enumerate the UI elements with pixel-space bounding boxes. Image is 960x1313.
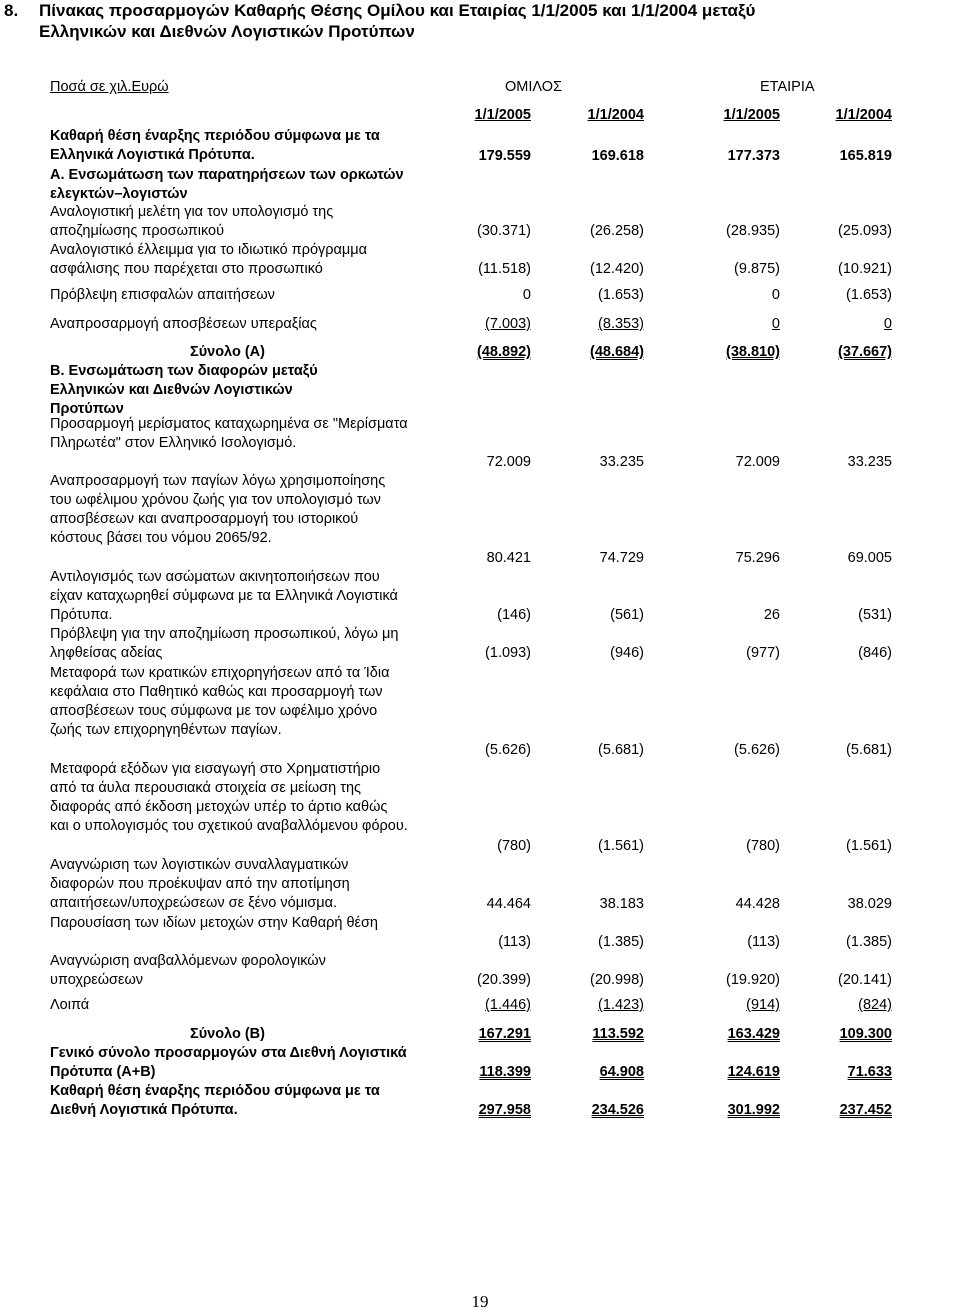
row-value: (9.875) — [734, 261, 780, 277]
row-value: 69.005 — [847, 550, 892, 566]
row-value: 64.908 — [599, 1064, 644, 1080]
row-value: (780) — [746, 838, 780, 854]
row-value: 74.729 — [599, 550, 644, 566]
row-value: (5.681) — [846, 742, 892, 758]
row-value: (7.003) — [485, 316, 531, 332]
title-line-1: Πίνακας προσαρμογών Καθαρής Θέσης Ομίλου και Εταιρίας 1/1/2005 και 1/1/2004 μεταξύ — [39, 1, 756, 20]
row-value: (1.653) — [846, 287, 892, 303]
title-line-2: Ελληνικών και Διεθνών Λογιστικών Προτύπων — [39, 22, 415, 41]
row-value: 75.296 — [735, 550, 780, 566]
row-value: 72.009 — [486, 454, 531, 470]
row-value: 118.399 — [479, 1064, 531, 1080]
row-value: (914) — [746, 997, 780, 1013]
row-value: 165.819 — [839, 148, 892, 164]
row-label: Μεταφορά εξόδων για εισαγωγή στο Χρηματιστήριο από τα άυλα περουσιακά στοιχεία σε μείωση της διαφοράς από έκδοση μετοχών υπέρ το άρτιο καθώς και ο υπολογισμός του σχετικού αναβαλλόμενου φόρου. — [50, 761, 408, 834]
row-value: (824) — [858, 997, 892, 1013]
row-value: (19.920) — [725, 972, 780, 988]
row-label: Αναπροσαρμογή αποσβέσεων υπεραξίας — [50, 316, 317, 332]
row-label: Β. Ενσωμάτωση των διαφορών μεταξύ Ελληνικών και Διεθνών Λογιστικών Προτύπων — [50, 363, 318, 417]
year-header: 1/1/2004 — [835, 107, 892, 123]
row-label: Λοιπά — [50, 997, 90, 1013]
row-value: (5.626) — [734, 742, 780, 758]
row-value: (48.684) — [589, 344, 644, 360]
row-value: 167.291 — [478, 1026, 531, 1042]
row-value: 177.373 — [727, 148, 780, 164]
row-label: Αντιλογισμός των ασώματων ακινητοποιήσεων που είχαν καταχωρηθεί σύμφωνα με τα Ελληνικά Λογιστικά Πρότυπα. — [50, 569, 398, 623]
row-value: 124.619 — [727, 1064, 780, 1080]
row-value: (146) — [497, 607, 531, 623]
row-label: Παρουσίαση των ιδίων μετοχών στην Καθαρή θέση — [50, 915, 378, 931]
row-value: 0 — [771, 287, 780, 303]
row-value: (531) — [858, 607, 892, 623]
row-value: (5.681) — [598, 742, 644, 758]
row-value: (20.998) — [589, 972, 644, 988]
row-value: (25.093) — [837, 223, 892, 239]
row-value: (1.423) — [598, 997, 644, 1013]
row-value: 33.235 — [847, 454, 892, 470]
row-value: (8.353) — [598, 316, 644, 332]
page-number: 19 — [471, 1292, 489, 1311]
row-value: 179.559 — [478, 148, 531, 164]
row-value: 297.958 — [478, 1102, 531, 1118]
row-value: (30.371) — [476, 223, 531, 239]
unit-label: Ποσά σε χιλ.Ευρώ — [50, 79, 169, 95]
row-value: 44.428 — [735, 896, 780, 912]
row-value: (20.141) — [837, 972, 892, 988]
row-label: Καθαρή θέση έναρξης περιόδου σύμφωνα με τα Διεθνή Λογιστικά Πρότυπα. — [50, 1083, 380, 1118]
row-value: 113.592 — [592, 1026, 644, 1042]
row-value: (1.093) — [485, 645, 531, 661]
row-value: (977) — [746, 645, 780, 661]
row-label: Σύνολο (Β) — [190, 1026, 265, 1042]
row-value: (561) — [610, 607, 644, 623]
year-header: 1/1/2005 — [474, 107, 531, 123]
row-label: Γενικό σύνολο προσαρμογών στα Διεθνή Λογιστικά Πρότυπα (Α+Β) — [50, 1045, 407, 1080]
company-header: ΕΤΑΙΡΙΑ — [760, 79, 815, 95]
row-value: (28.935) — [725, 223, 780, 239]
row-value: (5.626) — [485, 742, 531, 758]
row-label: Πρόβλεψη επισφαλών απαιτήσεων — [50, 287, 275, 303]
row-value: 0 — [522, 287, 531, 303]
row-value: (1.446) — [485, 997, 531, 1013]
row-value: 38.183 — [599, 896, 644, 912]
row-value: 0 — [883, 316, 892, 332]
row-value: 44.464 — [486, 896, 531, 912]
row-label: Αναγνώριση των λογιστικών συναλλαγματικών διαφορών που προέκυψαν από την αποτίμηση απαιτήσεων/υποχρεώσεων σε ξένο νόμισμα. — [50, 857, 350, 911]
row-label: Αναπροσαρμογή των παγίων λόγω χρησιμοποίησης του ωφέλιμου χρόνου ζωής για τον υπολογισμό των αποσβέσεων και αναπροσαρμογή του ιστορικού κόστους βάσει του νόμου 2065/92. — [50, 473, 386, 546]
year-header: 1/1/2004 — [587, 107, 644, 123]
row-value: 80.421 — [486, 550, 531, 566]
row-label: Προσαρμογή μερίσματος καταχωρημένα σε "Μερίσματα Πληρωτέα" στον Ελληνικό Ισολογισμό. — [50, 416, 408, 451]
row-value: (26.258) — [589, 223, 644, 239]
row-value: 0 — [771, 316, 780, 332]
row-value: 237.452 — [839, 1102, 892, 1118]
group-header: ΟΜΙΛΟΣ — [505, 79, 563, 95]
row-value: 71.633 — [847, 1064, 892, 1080]
row-value: (846) — [858, 645, 892, 661]
row-value: 72.009 — [735, 454, 780, 470]
row-label: Αναλογιστική μελέτη για τον υπολογισμό της αποζημίωσης προσωπικού — [50, 204, 334, 239]
row-value: (946) — [610, 645, 644, 661]
row-label: Α. Ενσωμάτωση των παρατηρήσεων των ορκωτών ελεγκτών–λογιστών — [50, 167, 404, 202]
row-value: (20.399) — [476, 972, 531, 988]
row-label: Αναλογιστικό έλλειμμα για το ιδιωτικό πρόγραμμα ασφάλισης που παρέχεται στο προσωπικό — [50, 242, 367, 277]
row-label: Σύνολο (Α) — [190, 344, 265, 360]
row-value: 109.300 — [839, 1026, 892, 1042]
row-value: 301.992 — [727, 1102, 780, 1118]
row-label: Καθαρή θέση έναρξης περιόδου σύμφωνα με τα Ελληνικά Λογιστικά Πρότυπα. — [50, 128, 380, 163]
row-value: 169.618 — [591, 148, 644, 164]
row-value: (12.420) — [589, 261, 644, 277]
row-value: (48.892) — [476, 344, 531, 360]
page-title — [4, 0, 956, 42]
row-value: 163.429 — [727, 1026, 780, 1042]
row-value: (1.385) — [598, 934, 644, 950]
row-label: Μεταφορά των κρατικών επιχορηγήσεων από τα Ίδια κεφάλαια στο Παθητικό καθώς και προσαρμογή των αποσβέσεων τους σύμφωνα με τον ωφέλιμο χρόνο ζωής των επιχορηγηθέντων παγίων. — [50, 665, 390, 738]
row-value: (37.667) — [837, 344, 892, 360]
year-header: 1/1/2005 — [723, 107, 780, 123]
row-value: (780) — [497, 838, 531, 854]
row-label: Αναγνώριση αναβαλλόμενων φορολογικών υποχρεώσεων — [50, 953, 326, 988]
row-value: 26 — [763, 607, 780, 623]
section-number: 8. — [4, 1, 19, 20]
row-value: 234.526 — [591, 1102, 644, 1118]
row-value: (1.561) — [598, 838, 644, 854]
row-label: Πρόβλεψη για την αποζημίωση προσωπικού, λόγω μη ληφθείσας αδείας — [50, 626, 399, 661]
row-value: (10.921) — [837, 261, 892, 277]
row-value: (113) — [498, 934, 531, 950]
row-value: (1.653) — [598, 287, 644, 303]
row-value: (11.518) — [478, 261, 531, 277]
row-value: (38.810) — [725, 344, 780, 360]
row-value: 33.235 — [599, 454, 644, 470]
row-value: (1.385) — [846, 934, 892, 950]
row-value: (1.561) — [846, 838, 892, 854]
row-value: (113) — [747, 934, 780, 950]
row-value: 38.029 — [847, 896, 892, 912]
